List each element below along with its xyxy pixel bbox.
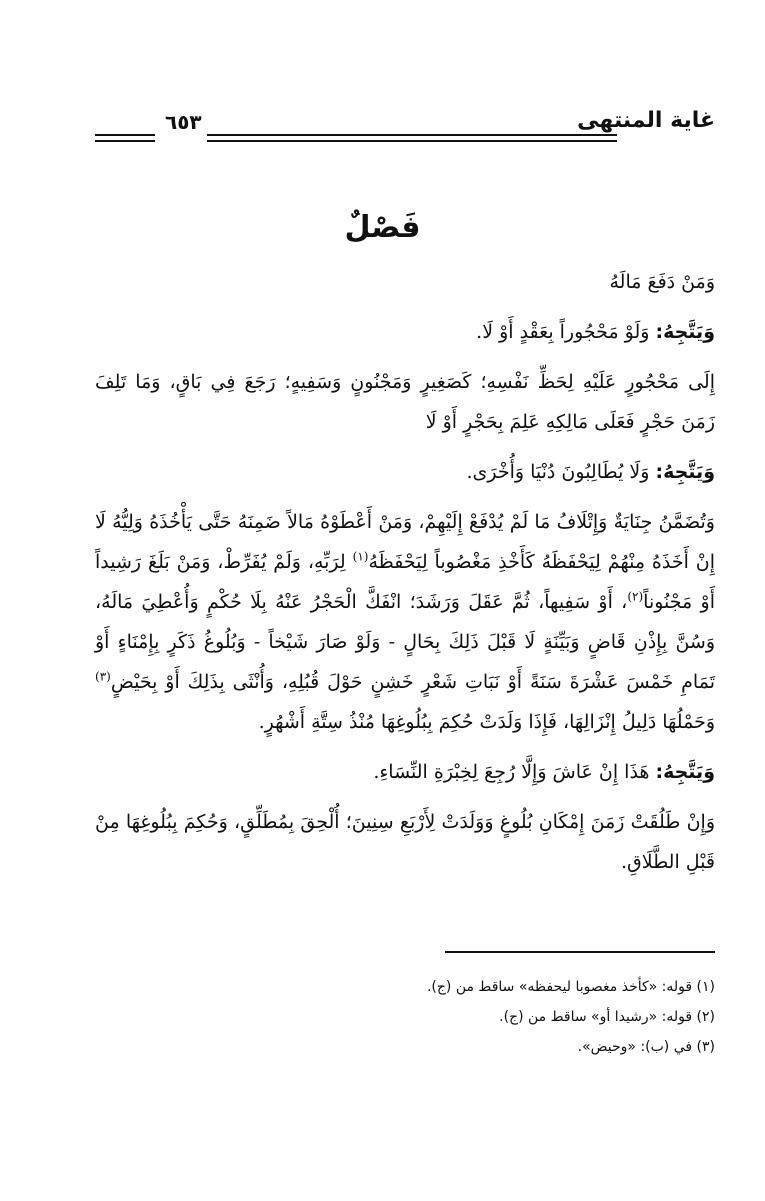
header-rule-right-top — [207, 134, 617, 136]
paragraph — [95, 802, 715, 882]
paragraph — [95, 452, 715, 492]
paragraph-text: وَلَوْ مَحْجُوراً بِعَقْدٍ أَوْ لَا. — [476, 321, 656, 343]
paragraph-text: ، أَوْ سَفِيهاً، ثُمَّ عَقَلَ وَرَشَدَ؛ انْفَكَّ الْحَجْرُ عَنْهُ بِلَا حُكْمٍ وَأُعْطِيَ مَالَهُ، وَسُنَّ بِإِذْنِ قَاضٍ وَبَيِّنَةٍ لَا قَبْلَ ذَلِكَ بِحَالٍ - وَلَوْ صَارَ شَيْخاً - وَبُلُوغُ ذَكَرٍ بِإِمْنَاءٍ أَوْ تَمَامِ خَمْسَ عَشْرَةَ سَنَةً أَوْ نَبَاتِ شَعْرٍ خَشِنٍ حَوْلَ قُبُلِهِ، وَأُنْثَى بِذَلِكَ أَوْ بِحَيْضٍ — [95, 591, 715, 693]
header-rule-right-bottom — [207, 140, 617, 142]
paragraph-label: وَيَتَّجِهُ: — [655, 461, 715, 483]
header-rule-left-bottom — [95, 140, 155, 142]
footnote-marker[interactable]: (١) — [352, 549, 369, 564]
paragraph — [95, 262, 715, 302]
running-title: غاية المنتهى — [577, 108, 715, 133]
paragraph-text: إِلَى مَحْجُورٍ عَلَيْهِ لِحَظِّ نَفْسِهِ؛ كَصَغِيرٍ وَمَجْنُونٍ وَسَفِيهٍ؛ رَجَعَ فِي بَاقٍ، وَمَا تَلِفَ زَمَنَ حَجْرٍ فَعَلَى مَالِكِهِ عَلِمَ بِحَجْرٍ أَوْ لَا — [95, 371, 715, 433]
paragraph — [95, 752, 715, 792]
paragraph — [95, 362, 715, 442]
paragraph-text: هَذَا إِنْ عَاشَ وَإِلَّا رُجِعَ لِخِبْرَةِ النِّسَاءِ. — [373, 761, 656, 783]
paragraph-text: وَحَمْلُهَا دَلِيلُ إِنْزَالِهَا، فَإِذَا وَلَدَتْ حُكِمَ بِبُلُوغِهَا مُنْذُ سِتَّةِ أَشْهُرٍ. — [258, 711, 715, 733]
footnote: (٣) في (ب): «وحيض». — [577, 1039, 715, 1055]
section-heading: فَصْلٌ — [344, 210, 421, 245]
paragraph-label: وَيَتَّجِهُ: — [655, 761, 715, 783]
footnote-marker[interactable]: (٢) — [627, 589, 644, 604]
paragraph-text: وَلَا يُطَالِبُونَ دُنْيَا وَأُخْرَى. — [466, 461, 656, 483]
paragraph-text: لِرَبِّهِ، وَلَمْ يُفَرِّطْ، وَمَنْ بَلَغَ رَشِيداً أَوْ مَجْنُوناً — [95, 551, 716, 613]
paragraph-text: وَمَنْ دَفَعَ مَالَهُ — [609, 271, 715, 293]
footnote: (١) قوله: «كأخذ مغصوبا ليحفظه» ساقط من (ج). — [426, 979, 715, 995]
paragraph-text: وَتُضَمَّنُ جِنَايَةٌ وَإِتْلَافُ مَا لَمْ يُدْفَعْ إِلَيْهِمْ، وَمَنْ أَعْطَوْهُ مَالاً ضَمِنَهُ حَتَّى يَأْخُذَهُ وَلِيُّهُ لَا إِنْ أَخَذَهُ مِنْهُمْ لِيَحْفَظَهُ كَأَخْذِ مَغْصُوباً لِيَحْفَظَهُ — [95, 511, 716, 573]
main-text — [95, 262, 715, 892]
paragraph-text: وَإِنْ طَلُقَتْ زَمَنَ إِمْكَانِ بُلُوغٍ وَوَلَدَتْ لِأَرْبَعِ سِنِينَ؛ أُلْحِقَ بِمُطَلِّقٍ، وَحُكِمَ بِبُلُوغِهَا مِنْ قَبْلِ الطَّلَاقِ. — [95, 811, 715, 873]
page-number: ٦٥٣ — [165, 110, 202, 134]
footnote-separator — [445, 951, 715, 953]
page-header — [95, 108, 715, 148]
paragraph — [95, 312, 715, 352]
header-rule-left-top — [95, 134, 155, 136]
footnotes — [95, 972, 715, 1062]
footnote: (٢) قوله: «رشيدا أو» ساقط من (ج). — [499, 1009, 715, 1025]
paragraph — [95, 502, 715, 742]
paragraph-label: وَيَتَّجِهُ: — [655, 321, 715, 343]
footnote-marker[interactable]: (٣) — [95, 669, 111, 684]
